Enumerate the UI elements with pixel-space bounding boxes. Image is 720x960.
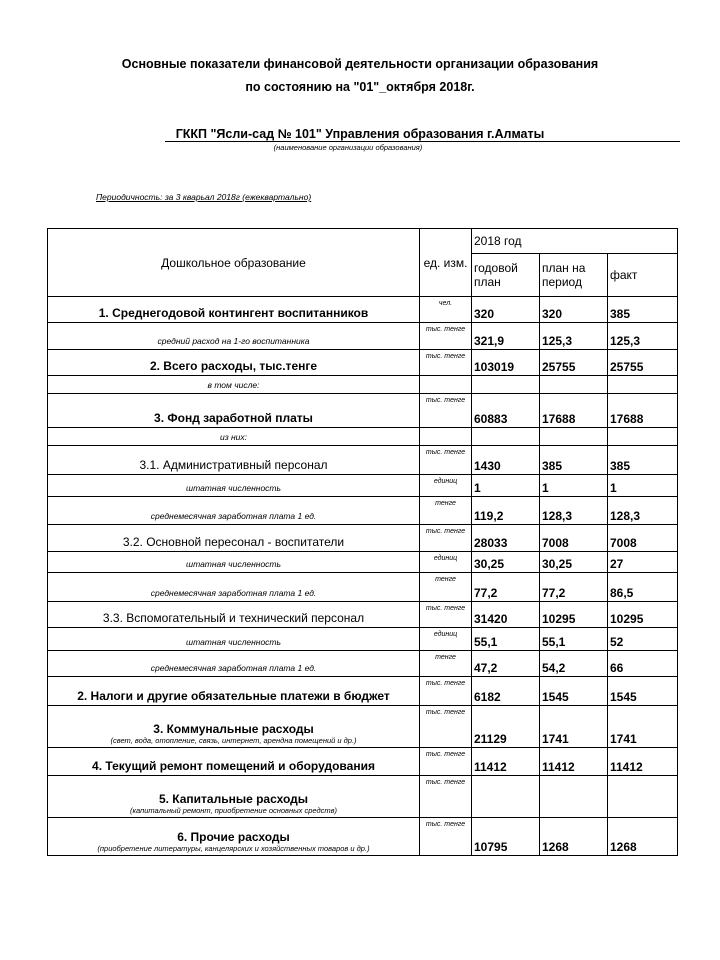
row-unit: тыс. тенге: [420, 525, 472, 552]
table-row: [48, 706, 678, 748]
row-fact: [608, 428, 678, 446]
header-unit: ед. изм.: [420, 229, 472, 297]
organization-underline: [165, 141, 680, 142]
row-label: [48, 677, 420, 706]
row-label: [48, 552, 420, 573]
row-label: [48, 525, 420, 552]
row-period-plan: 11412: [540, 748, 608, 776]
header-period-plan: план на период: [540, 254, 608, 297]
row-annual-plan: 1: [472, 475, 540, 497]
row-annual-plan: 77,2: [472, 573, 540, 602]
row-period-plan: 7008: [540, 525, 608, 552]
row-label-text: штатная численность: [186, 483, 281, 493]
row-label-text: 4. Текущий ремонт помещений и оборудования: [92, 759, 375, 773]
row-fact: 385: [608, 297, 678, 323]
row-fact: 27: [608, 552, 678, 573]
row-fact: 25755: [608, 350, 678, 376]
document-title-line1: Основные показатели финансовой деятельности организации образования: [121, 57, 599, 71]
row-period-plan: 1: [540, 475, 608, 497]
row-period-plan: [540, 428, 608, 446]
row-label-note: (свет, вода, отопление, связь, интернет, арендна помещений и др.): [110, 736, 357, 745]
row-period-plan: 1545: [540, 677, 608, 706]
row-label-text: 3. Фонд заработной платы: [154, 411, 313, 425]
row-annual-plan: 11412: [472, 748, 540, 776]
row-period-plan: 320: [540, 297, 608, 323]
row-unit: тыс. тенге: [420, 706, 472, 748]
row-label: [48, 475, 420, 497]
table-row: [48, 394, 678, 428]
row-unit: тыс. тенге: [420, 394, 472, 428]
periodicity-note: Периодичность: за 3 кварьал 2018г (ежеквартально): [96, 192, 312, 202]
row-label: [48, 602, 420, 628]
table-row: [48, 475, 678, 497]
table-row: [48, 573, 678, 602]
row-period-plan: 54,2: [540, 651, 608, 677]
table-row: [48, 428, 678, 446]
row-period-plan: 1268: [540, 818, 608, 856]
row-label-note: (приобретение литературы, канцелярских и хозяйственных товаров и др.): [97, 844, 370, 853]
row-annual-plan: 10795: [472, 818, 540, 856]
table-row: [48, 677, 678, 706]
table-row: [48, 818, 678, 856]
row-fact: 1741: [608, 706, 678, 748]
table-row: [48, 602, 678, 628]
row-unit: тыс. тенге: [420, 677, 472, 706]
row-unit: тыс. тенге: [420, 602, 472, 628]
row-label-text: среднемесячная заработная плата 1 ед.: [150, 663, 317, 673]
row-unit: тенге: [420, 573, 472, 602]
row-label-note: (капитальный ремонт, приобретение основных средств): [129, 806, 338, 815]
row-fact: 7008: [608, 525, 678, 552]
row-fact: 66: [608, 651, 678, 677]
row-unit: тыс. тенге: [420, 323, 472, 350]
row-label: [48, 350, 420, 376]
row-annual-plan: 103019: [472, 350, 540, 376]
row-label: [48, 446, 420, 475]
row-unit: тенге: [420, 651, 472, 677]
row-annual-plan: 6182: [472, 677, 540, 706]
row-annual-plan: 1430: [472, 446, 540, 475]
row-unit: тыс. тенге: [420, 748, 472, 776]
header-indicator: Дошкольное образование: [48, 229, 420, 297]
row-unit: тенге: [420, 497, 472, 525]
row-label-text: штатная численность: [186, 559, 281, 569]
table-row: [48, 748, 678, 776]
table-row: [48, 376, 678, 394]
row-annual-plan: [472, 428, 540, 446]
row-label: [48, 818, 420, 856]
row-annual-plan: [472, 376, 540, 394]
table-row: [48, 525, 678, 552]
row-period-plan: 25755: [540, 350, 608, 376]
row-annual-plan: 47,2: [472, 651, 540, 677]
row-annual-plan: 321,9: [472, 323, 540, 350]
row-label: [48, 428, 420, 446]
table-row: [48, 628, 678, 651]
row-fact: 52: [608, 628, 678, 651]
row-unit: единиц: [420, 552, 472, 573]
table-row: [48, 651, 678, 677]
row-label-text: 5. Капитальные расходы: [158, 792, 309, 806]
row-period-plan: 385: [540, 446, 608, 475]
row-period-plan: 128,3: [540, 497, 608, 525]
row-label-text: в том числе:: [207, 380, 260, 390]
table-row: [48, 776, 678, 818]
row-unit: чел.: [420, 297, 472, 323]
row-label-text: 3.1. Административный персонал: [139, 458, 328, 472]
row-fact: 10295: [608, 602, 678, 628]
row-label-text: среднемесячная заработная плата 1 ед.: [150, 588, 317, 598]
row-unit: [420, 376, 472, 394]
row-period-plan: 1741: [540, 706, 608, 748]
row-label-text: 2. Налоги и другие обязательные платежи в бюджет: [77, 689, 390, 703]
row-label: [48, 394, 420, 428]
row-label-text: средний расход на 1-го воспитанника: [157, 336, 310, 346]
row-annual-plan: 21129: [472, 706, 540, 748]
row-period-plan: 17688: [540, 394, 608, 428]
row-fact: 128,3: [608, 497, 678, 525]
header-annual-plan: годовой план: [472, 254, 540, 297]
row-unit: тыс. тенге: [420, 818, 472, 856]
header-year: 2018 год: [472, 229, 678, 254]
row-annual-plan: 320: [472, 297, 540, 323]
row-unit: единиц: [420, 475, 472, 497]
row-label-text: 3. Коммунальные расходы: [153, 722, 314, 736]
row-label: [48, 297, 420, 323]
row-label: [48, 748, 420, 776]
row-annual-plan: [472, 776, 540, 818]
row-fact: 125,3: [608, 323, 678, 350]
row-annual-plan: 55,1: [472, 628, 540, 651]
row-label: [48, 323, 420, 350]
row-label-text: из них:: [219, 432, 248, 442]
row-annual-plan: 119,2: [472, 497, 540, 525]
table-row: [48, 552, 678, 573]
row-label-text: 3.2. Основной пересонал - воспитатели: [122, 535, 345, 549]
row-label: [48, 706, 420, 748]
row-annual-plan: 31420: [472, 602, 540, 628]
table-row: [48, 297, 678, 323]
row-label: [48, 573, 420, 602]
row-label: [48, 628, 420, 651]
row-unit: [420, 428, 472, 446]
row-label-text: 3.3. Вспомогательный и технический персонал: [102, 611, 365, 625]
row-annual-plan: 60883: [472, 394, 540, 428]
table-row: [48, 497, 678, 525]
financial-indicators-table: [47, 228, 678, 856]
row-fact: [608, 776, 678, 818]
row-period-plan: 55,1: [540, 628, 608, 651]
row-period-plan: [540, 376, 608, 394]
document-title-line2: по состоянию на "01"_октября 2018г.: [245, 80, 475, 94]
row-label-text: 1. Среднегодовой контингент воспитанников: [98, 306, 369, 320]
row-fact: 1545: [608, 677, 678, 706]
row-unit: единиц: [420, 628, 472, 651]
row-label-text: штатная численность: [186, 637, 281, 647]
row-label-text: 6. Прочие расходы: [177, 830, 290, 844]
row-unit: тыс. тенге: [420, 776, 472, 818]
row-unit: тыс. тенге: [420, 350, 472, 376]
row-label: [48, 497, 420, 525]
row-fact: 1268: [608, 818, 678, 856]
row-period-plan: 10295: [540, 602, 608, 628]
row-fact: 17688: [608, 394, 678, 428]
organization-caption: (наименование организации образования): [273, 143, 423, 152]
row-annual-plan: 28033: [472, 525, 540, 552]
row-period-plan: 77,2: [540, 573, 608, 602]
row-fact: 385: [608, 446, 678, 475]
row-unit: тыс. тенге: [420, 446, 472, 475]
row-label: [48, 651, 420, 677]
row-fact: 11412: [608, 748, 678, 776]
row-fact: 86,5: [608, 573, 678, 602]
row-label: [48, 376, 420, 394]
row-fact: 1: [608, 475, 678, 497]
row-fact: [608, 376, 678, 394]
row-label-text: 2. Всего расходы, тыс.тенге: [149, 359, 318, 373]
table-row: [48, 446, 678, 475]
row-period-plan: 125,3: [540, 323, 608, 350]
row-label-text: среднемесячная заработная плата 1 ед.: [150, 511, 317, 521]
row-label: [48, 776, 420, 818]
header-fact: факт: [608, 254, 678, 297]
row-annual-plan: 30,25: [472, 552, 540, 573]
row-period-plan: 30,25: [540, 552, 608, 573]
row-period-plan: [540, 776, 608, 818]
organization-name: ГККП "Ясли-сад № 101" Управления образования г.Алматы: [175, 127, 545, 141]
table-row: [48, 323, 678, 350]
table-row: [48, 350, 678, 376]
